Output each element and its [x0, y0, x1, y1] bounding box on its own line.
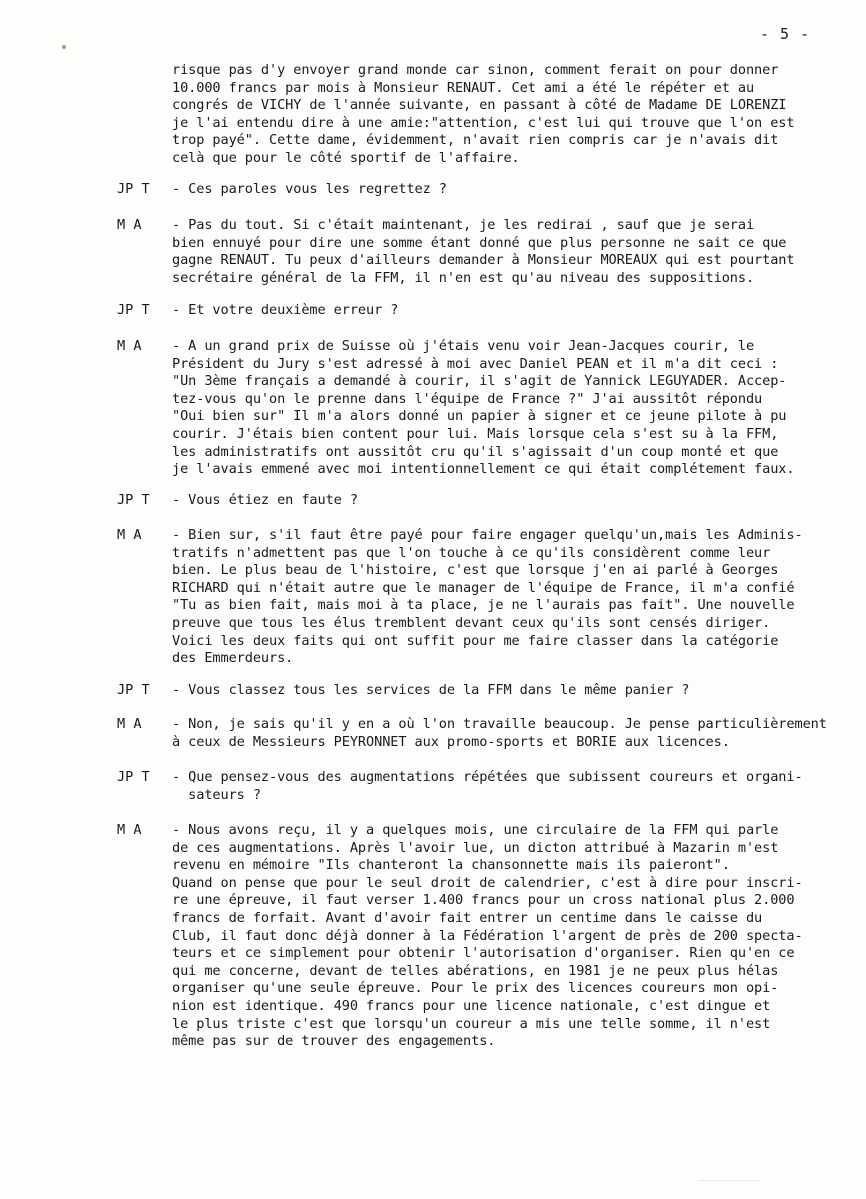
text-line: organiser qu'une seule épreuve. Pour le prix des licences coureurs mon opi-: [172, 980, 779, 997]
ink-speck: [62, 45, 66, 49]
text-line: - Ces paroles vous les regrettez ?: [172, 181, 447, 197]
text-line: nion est identique. 490 francs pour une licence nationale, c'est dingue et: [172, 997, 771, 1014]
answer-paragraph: [172, 527, 803, 668]
text-line: - A un grand prix de Suisse où j'étais venu voir Jean-Jacques courir, le: [172, 338, 755, 354]
page-number: - 5 -: [760, 25, 811, 43]
question-paragraph: [172, 682, 689, 700]
text-line: re une épreuve, il faut verser 1.400 francs pour un cross national plus 2.000: [172, 892, 795, 909]
question-paragraph: [172, 769, 803, 804]
text-line: Voici les deux faits qui ont suffit pour me faire classer dans la catégorie: [172, 632, 779, 649]
text-line: celà que pour le côté sportif de l'affaire.: [172, 149, 520, 166]
speaker-label: M A: [117, 217, 142, 233]
text-line: - Vous classez tous les services de la FFM dans le même panier ?: [172, 682, 690, 698]
text-line: - Et votre deuxième erreur ?: [172, 302, 399, 318]
text-line: - Que pensez-vous des augmentations répétées que subissent coureurs et organi-: [172, 769, 803, 785]
text-line: "Tu as bien fait, mais moi à ta place, je ne l'aurais pas fait". Une nouvelle: [172, 597, 795, 614]
text-line: secrétaire général de la FFM, il n'en est qu'au niveau des suppositions.: [172, 269, 755, 286]
speaker-label: JP T: [117, 492, 150, 508]
text-line: des Emmerdeurs.: [172, 650, 294, 667]
text-line: je l'avais emmené avec moi intentionnellement ce qui était complétement faux.: [172, 461, 795, 478]
answer-paragraph: [172, 338, 794, 479]
text-line: - Bien sur, s'il faut être payé pour faire engager quelqu'un,mais les Adminis-: [172, 527, 803, 543]
speaker-label: M A: [117, 822, 142, 838]
text-line: tratifs n'admettent pas que l'on touche à ce qu'ils considèrent comme leur: [172, 544, 771, 561]
question-paragraph: [172, 302, 398, 320]
text-line: revenu en mémoire "Ils chanteront la chansonnette mais ils paieront".: [172, 857, 730, 874]
speaker-label: JP T: [117, 682, 150, 698]
text-line: "Oui bien sur" Il m'a alors donné un papier à signer et ce jeune pilote à pu: [172, 408, 787, 425]
text-line: preuve que tous les élus tremblent devant ceux qu'ils sont censés diriger.: [172, 614, 771, 631]
text-line: à ceux de Messieurs PEYRONNET aux promo-sports et BORIE aux licences.: [172, 733, 730, 750]
text-line: teurs et ce simplement pour obtenir l'autorisation d'organiser. Rien qu'en ce: [172, 945, 795, 962]
speaker-label: M A: [117, 338, 142, 354]
text-line: les administratifs ont aussitôt cru qu'il s'agissait d'un coup monté et que: [172, 443, 779, 460]
text-line: - Pas du tout. Si c'était maintenant, je les redirai , sauf que je serai: [172, 217, 755, 233]
speaker-label: JP T: [117, 769, 150, 785]
text-line: - Vous étiez en faute ?: [172, 492, 358, 508]
text-line: - Nous avons reçu, il y a quelques mois, une circulaire de la FFM qui parle: [172, 822, 779, 838]
answer-paragraph: [172, 217, 794, 287]
text-line: bien ennuyé pour dire une somme étant donné que plus personne ne sait ce que: [172, 234, 787, 251]
text-line: - Non, je sais qu'il y en a où l'on travaille beaucoup. Je pense particulièrement: [172, 716, 827, 732]
speaker-label: JP T: [117, 302, 150, 318]
text-line: francs de forfait. Avant d'avoir fait entrer un centime dans le caisse du: [172, 909, 763, 926]
text-line: de ces augmentations. Après l'avoir lue, un dicton attribué à Mazarin m'est: [172, 839, 779, 856]
text-line: "Un 3ème français a demandé à courir, il s'agit de Yannick LEGUYADER. Accep-: [172, 373, 787, 390]
text-line: Président du Jury s'est adressé à moi avec Daniel PEAN et il m'a dit ceci :: [172, 355, 779, 372]
speaker-label: M A: [117, 527, 142, 543]
text-line: Quand on pense que pour le seul droit de calendrier, c'est à dire pour inscri-: [172, 874, 803, 891]
text-line: gagne RENAUT. Tu peux d'ailleurs demander à Monsieur MOREAUX qui est pourtant: [172, 252, 795, 269]
text-line: tez-vous qu'on le prenne dans l'équipe de France ?" J'ai aussitôt répondu: [172, 390, 763, 407]
text-line: le plus triste c'est que lorsqu'un coureur a mis une telle somme, il n'est: [172, 1015, 771, 1032]
text-line: risque pas d'y envoyer grand monde car sinon, comment ferait on pour donner: [172, 62, 779, 78]
text-line: je l'ai entendu dire à une amie:"attention, c'est lui qui trouve que l'on est: [172, 114, 795, 131]
text-line: bien. Le plus beau de l'histoire, c'est que lorsque j'en ai parlé à Georges: [172, 562, 779, 579]
answer-paragraph: [172, 716, 827, 751]
text-line: même pas sur de trouver des engagements.: [172, 1033, 496, 1050]
text-line: sateurs ?: [172, 786, 261, 803]
answer-paragraph: [172, 822, 803, 1051]
text-line: qui me concerne, devant de telles abérations, en 1981 je ne peux plus hélas: [172, 962, 779, 979]
text-line: courir. J'étais bien content pour lui. Mais lorsque cela s'est su à la FFM,: [172, 425, 779, 442]
paragraph-continuation: [172, 62, 794, 168]
text-line: RICHARD qui n'était autre que le manager de l'équipe de France, il m'a confié: [172, 579, 795, 596]
question-paragraph: [172, 492, 358, 510]
text-line: trop payé". Cette dame, évidemment, n'avait rien compris car je n'avais dit: [172, 132, 779, 149]
paper-smudge: [700, 1180, 760, 1191]
text-line: congrés de VICHY de l'année suivante, en passant à côté de Madame DE LORENZI: [172, 97, 787, 114]
text-line: 10.000 francs par mois à Monsieur RENAUT. Cet ami a été le répéter et au: [172, 79, 755, 96]
speaker-label: JP T: [117, 181, 150, 197]
speaker-label: M A: [117, 716, 142, 732]
question-paragraph: [172, 181, 447, 199]
text-line: Club, il faut donc déjà donner à la Fédération l'argent de près de 200 specta-: [172, 927, 803, 944]
